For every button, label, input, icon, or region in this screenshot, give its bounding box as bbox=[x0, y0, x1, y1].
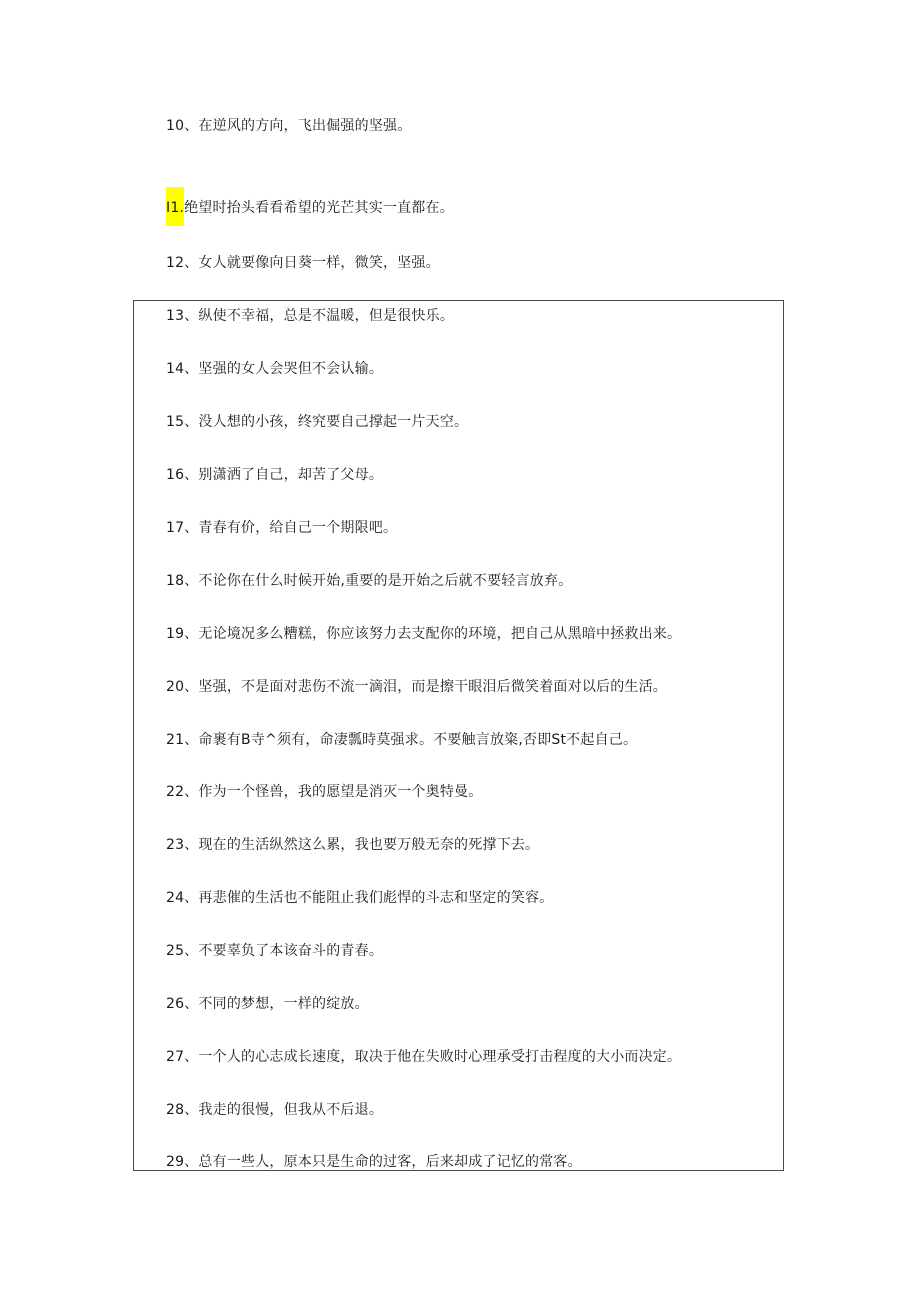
list-item-21: 21、命裹有B寺^须有，命凄瓢時莫强求。不要触言放粢,否即St不起自己。 bbox=[166, 732, 638, 748]
list-item-28: 28、我走的很慢，但我从不后退。 bbox=[166, 1102, 384, 1118]
list-item-17: 17、青春有价，给自己一个期限吧。 bbox=[166, 520, 398, 536]
list-item-13: 13、纵使不幸福，总是不温暖，但是很快乐。 bbox=[166, 308, 455, 324]
list-item-19: 19、无论境况多么糟糕，你应该努力去支配你的环境，把自己从黑暗中拯救出来。 bbox=[166, 626, 682, 642]
list-item-20: 20、坚强，不是面对悲伤不流一滴泪，而是擦干眼泪后微笑着面对以后的生活。 bbox=[166, 679, 668, 695]
list-item-22: 22、作为一个怪兽，我的愿望是消灭一个奥特曼。 bbox=[166, 784, 483, 800]
list-item-10: 10、在逆风的方向，飞出倔强的坚强。 bbox=[166, 118, 412, 134]
list-item-18: 18、不论你在什么时候开始,重要的是开始之后就不要轻言放弃。 bbox=[166, 573, 573, 589]
list-item-24: 24、再悲催的生活也不能阻止我们彪悍的斗志和坚定的笑容。 bbox=[166, 890, 554, 906]
list-item-29: 29、总有一些人，原本只是生命的过客，后来却成了记忆的常客。 bbox=[166, 1154, 582, 1170]
list-item-16: 16、别潇洒了自己，却苦了父母。 bbox=[166, 467, 384, 483]
list-item-14: 14、坚强的女人会哭但不会认输。 bbox=[166, 361, 384, 377]
list-item-26: 26、不同的梦想，一样的绽放。 bbox=[166, 996, 369, 1012]
list-item-23: 23、现在的生活纵然这么累，我也要万般无奈的死撑下去。 bbox=[166, 837, 540, 853]
list-item-27: 27、一个人的心志成长速度，取决于他在失败时心理承受打击程度的大小而决定。 bbox=[166, 1049, 682, 1065]
list-item-25: 25、不要辜负了本该奋斗的青春。 bbox=[166, 943, 384, 959]
list-item-11-text: 绝望时抬头看看希望的光芒其实一直都在。 bbox=[184, 200, 454, 216]
list-item-11 bbox=[166, 198, 454, 218]
list-item-15: 15、没人想的小孩，终究要自己撑起一片天空。 bbox=[166, 414, 469, 430]
highlight-mark: I1. bbox=[166, 187, 184, 226]
list-item-12: 12、女人就要像向日葵一样，微笑，坚强。 bbox=[166, 255, 440, 271]
